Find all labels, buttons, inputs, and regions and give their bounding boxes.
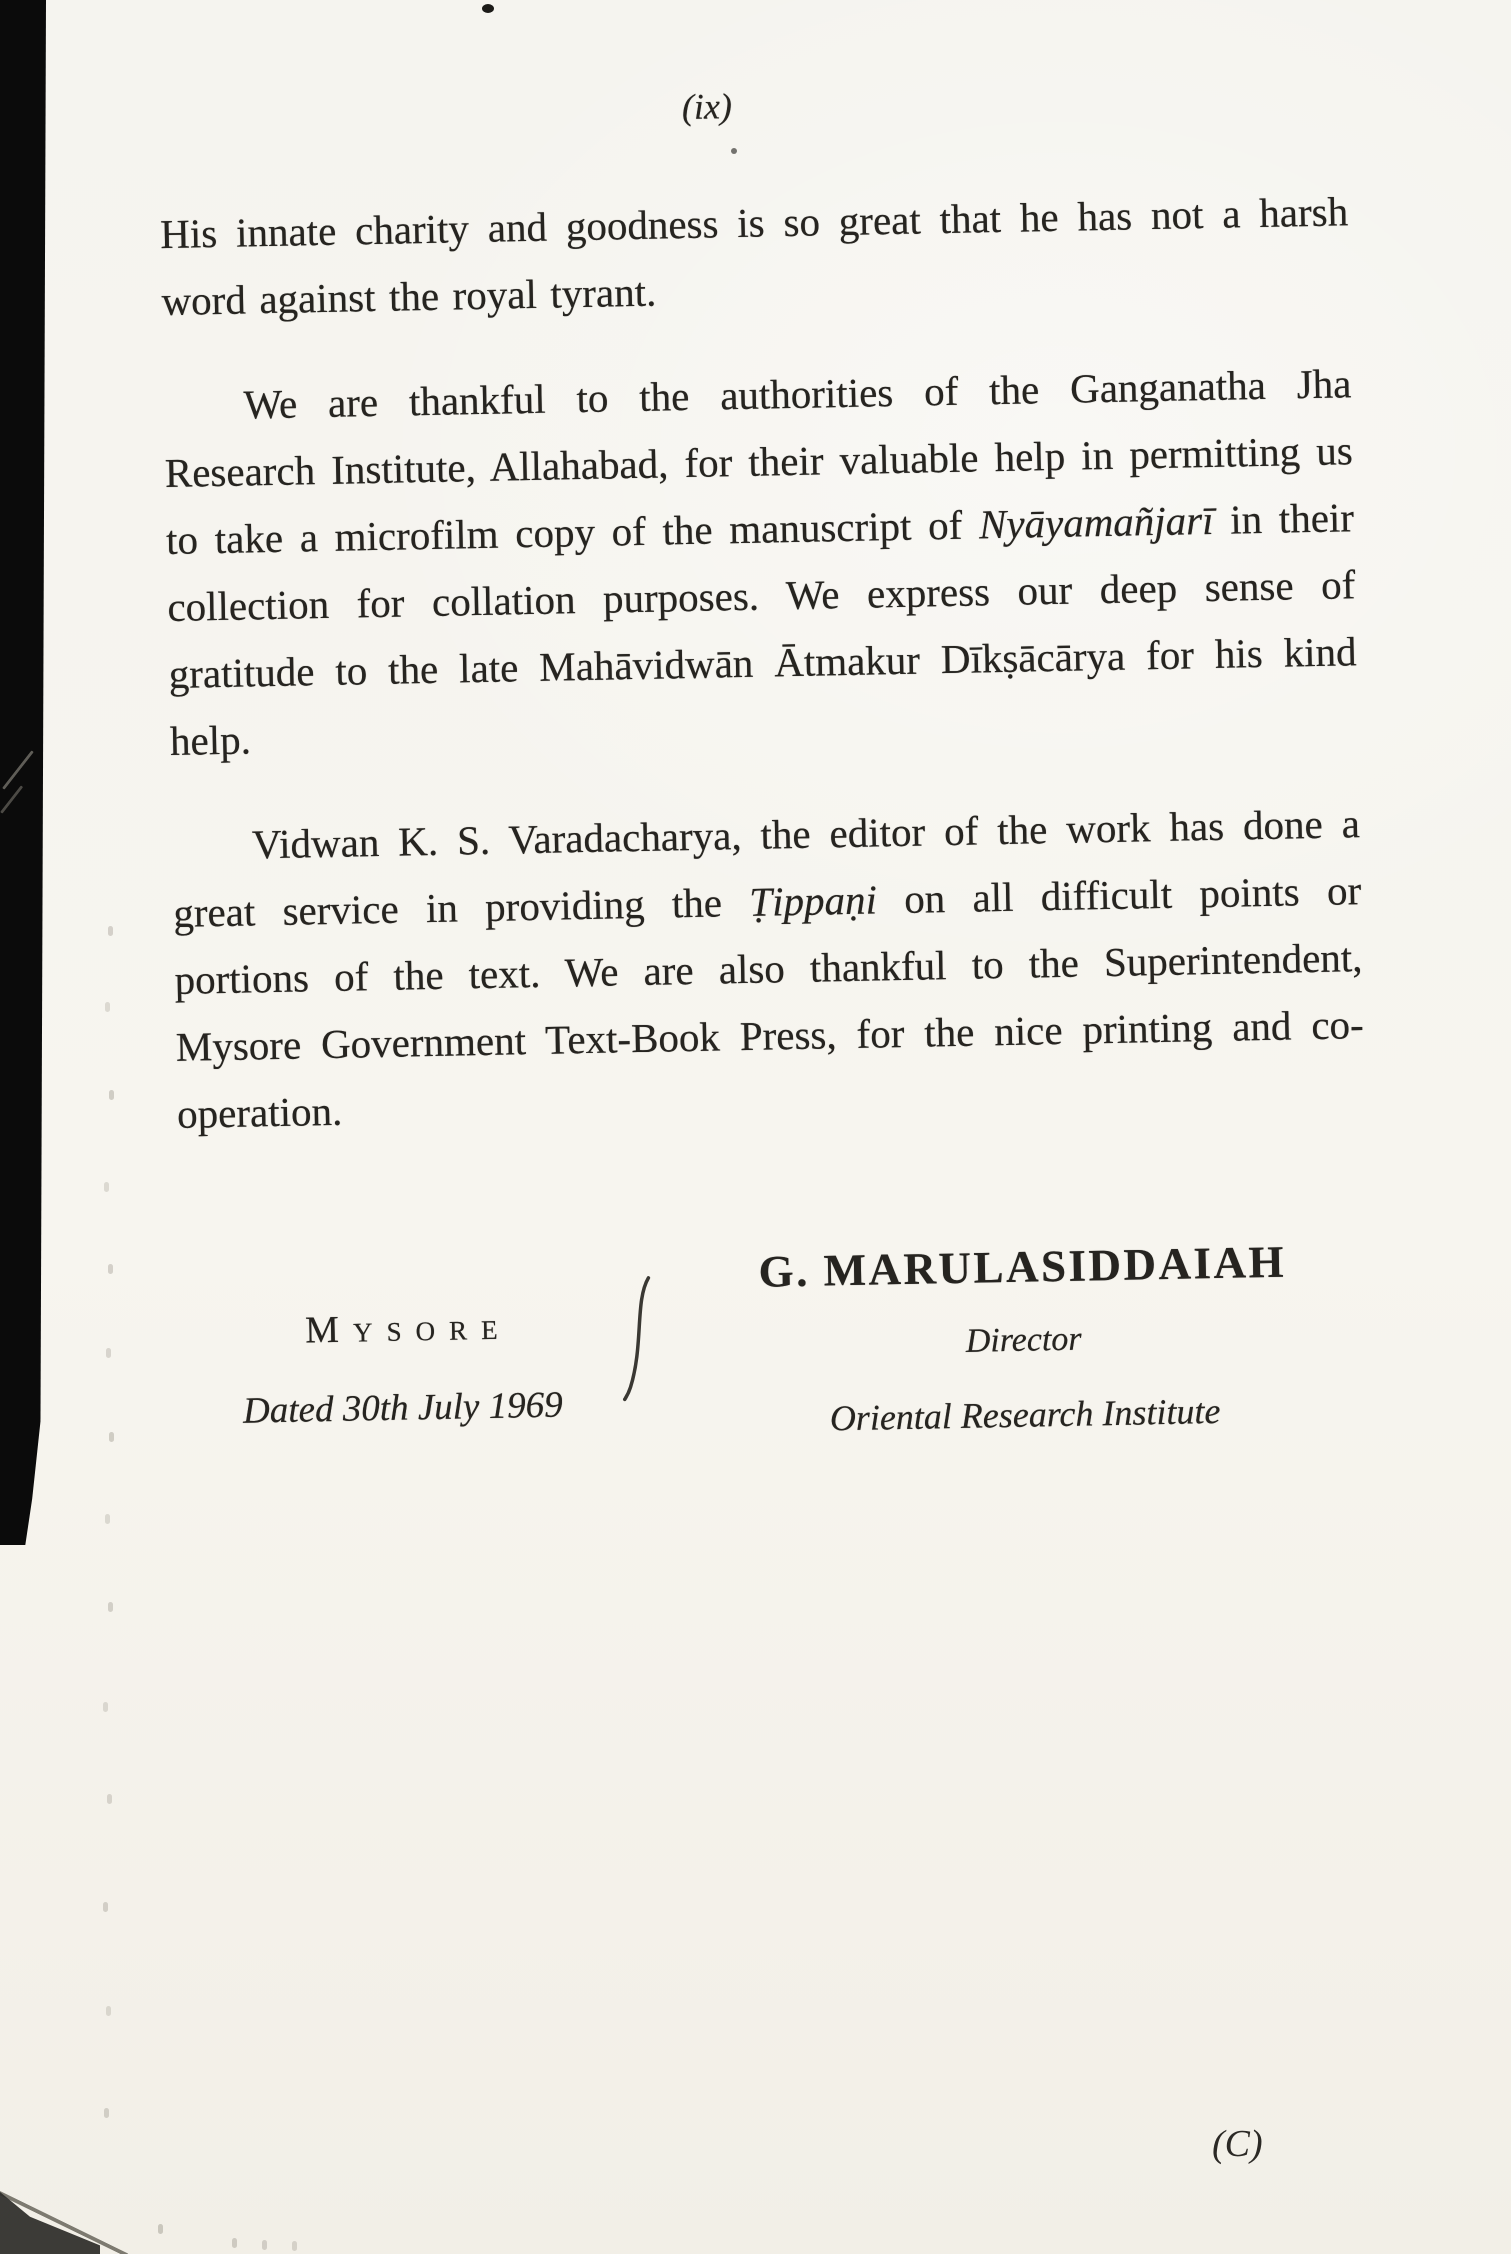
scan-noise-dot: [104, 1182, 109, 1192]
paragraph: [163, 350, 1358, 775]
body-text: [160, 178, 1366, 1148]
signature-title: Director: [965, 1320, 1082, 1360]
page-number: (ix): [681, 86, 733, 128]
signature-block: [180, 1227, 1372, 1465]
scan-noise-dot: [108, 926, 113, 936]
signature-place: Mysore: [304, 1305, 512, 1352]
scan-noise-dot: [158, 2224, 163, 2234]
paragraph: [171, 790, 1365, 1148]
scan-noise-dot: [106, 1348, 111, 1358]
signature-brace: [620, 1241, 669, 1424]
scan-noise-dot: [108, 1602, 113, 1612]
scan-noise-dot: [292, 2241, 297, 2251]
scan-noise-dot: [106, 2006, 111, 2016]
italic-term: Ṭippaṇi: [748, 876, 878, 925]
signature-organization: Oriental Research Institute: [829, 1390, 1221, 1439]
scan-noise-dot: [108, 1264, 113, 1274]
signature-place-date: [180, 1241, 624, 1445]
scan-artifact-speck: [482, 4, 494, 13]
scan-noise-dot: [109, 1432, 114, 1442]
signature-date: Dated 30th July 1969: [242, 1384, 564, 1432]
text-segment: We are thankful to the authorities of the Ganganatha Jha Research Institute, Allahabad, for their valuable help in permitting us to take a microfilm copy of the manuscript of: [164, 360, 1354, 564]
scan-noise-dot: [103, 1902, 108, 1912]
signature-name: G. MARULASIDDAIAH: [758, 1236, 1287, 1297]
brace-glyph: [620, 1275, 658, 1404]
scan-noise-dot: [105, 1514, 110, 1524]
signature-identity: [666, 1227, 1372, 1455]
text-segment: on all difficult points or portions of the text. We are also thankful to the Superintendent, Mysore Government Text-Book Press, for the nice printing and co-operation.: [174, 867, 1365, 1137]
scan-artifact-left-bar: [0, 0, 46, 1545]
printers-mark: (C): [1211, 2122, 1263, 2166]
scan-noise-dot: [105, 1002, 110, 1012]
scan-noise-dot: [103, 1702, 108, 1712]
scan-noise-dot: [262, 2240, 267, 2250]
scan-noise-dot: [107, 1794, 112, 1804]
text-segment: His innate charity and goodness is so great that he has not a harsh word against the royal tyrant.: [159, 188, 1349, 325]
text-segment: Vidwan K. S. Varadacharya, the editor of the work has done a great service in providing the: [172, 800, 1361, 936]
scan-noise-dot: [104, 2108, 109, 2118]
scan-noise-dot: [232, 2238, 237, 2248]
text-segment: in their collection for collation purposes. We express our deep sense of gratitude to the late Mahāvidwān Ātmakur Dīkṣācārya for his kind help.: [166, 494, 1357, 764]
page-content: [157, 61, 1371, 1465]
italic-term: Nyāyamañjarī: [978, 496, 1214, 548]
paragraph: [160, 178, 1350, 335]
scan-noise-dot: [109, 1090, 114, 1100]
